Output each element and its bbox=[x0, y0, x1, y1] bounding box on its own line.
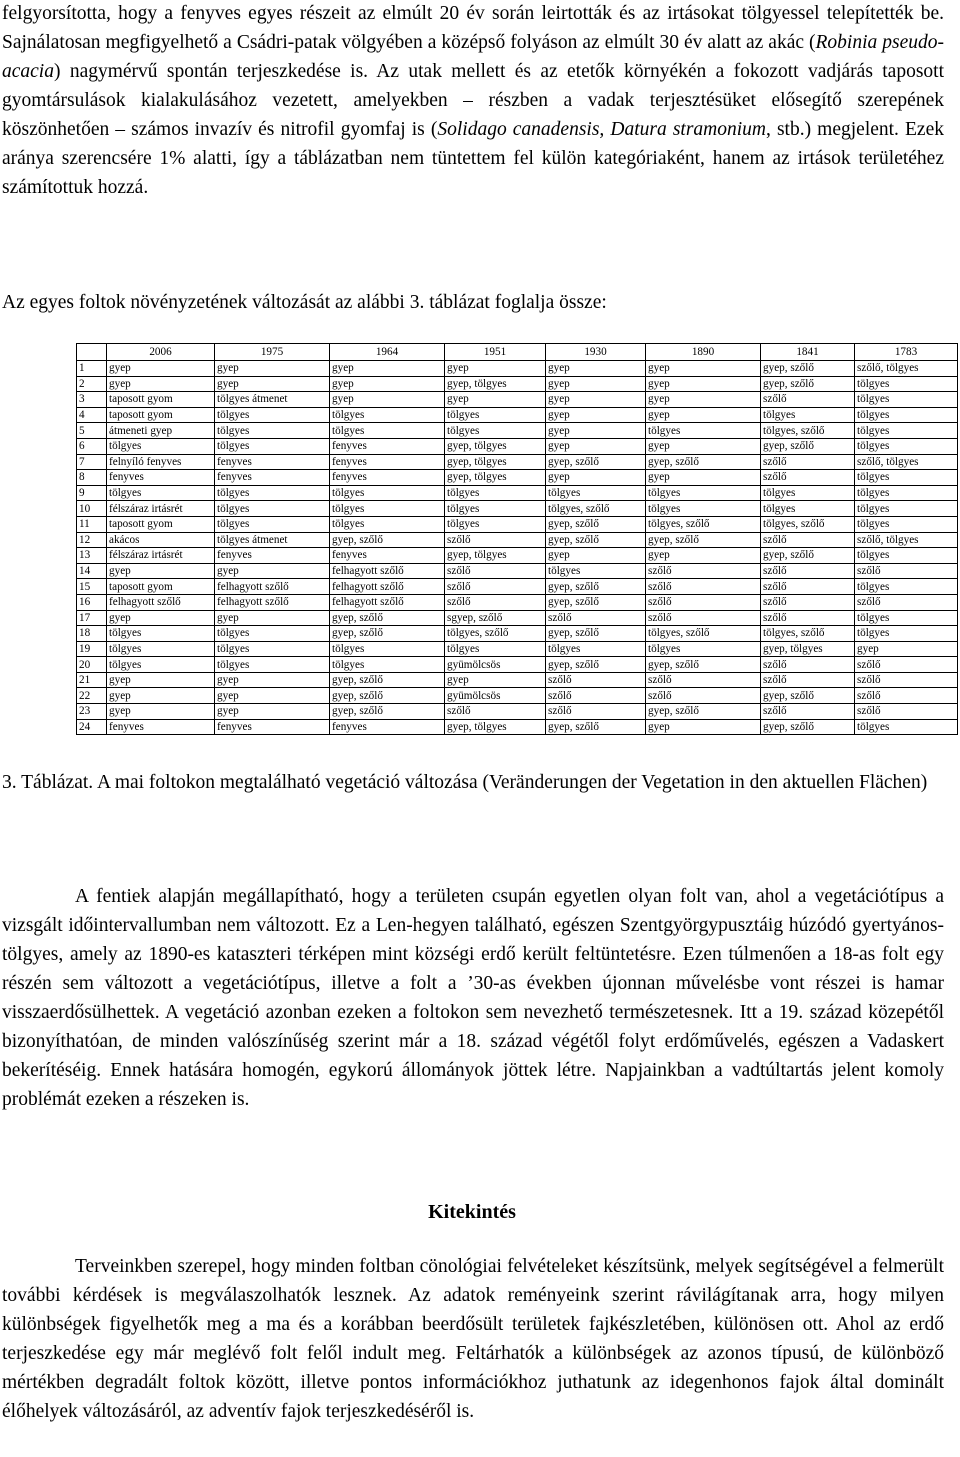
table-cell: tölgyes bbox=[855, 626, 958, 642]
table-cell: fenyves bbox=[330, 454, 445, 470]
table-cell: tölgyes bbox=[330, 641, 445, 657]
patch-number-cell: 24 bbox=[77, 719, 107, 735]
table-cell: szőlő bbox=[761, 392, 855, 408]
table-cell: félszáraz irtásrét bbox=[107, 501, 215, 517]
species-name-robinia: Robinia pseudo-acacia bbox=[2, 32, 944, 82]
table-cell: gyep bbox=[646, 719, 761, 735]
table-cell: tölgyes bbox=[107, 626, 215, 642]
table-cell: taposott gyom bbox=[107, 407, 215, 423]
table-cell: tölgyes bbox=[546, 641, 646, 657]
patch-number-cell: 20 bbox=[77, 657, 107, 673]
paragraph-1 bbox=[2, 0, 944, 202]
table-cell: tölgyes bbox=[855, 470, 958, 486]
table-row bbox=[77, 594, 958, 610]
table-cell: szőlő bbox=[761, 657, 855, 673]
table-row bbox=[77, 672, 958, 688]
patch-number-cell: 23 bbox=[77, 704, 107, 720]
table-cell: tölgyes bbox=[107, 657, 215, 673]
table-cell: gyep bbox=[646, 392, 761, 408]
table-cell: tölgyes bbox=[646, 501, 761, 517]
patch-number-cell: 13 bbox=[77, 548, 107, 564]
table-cell: gyep, szőlő bbox=[646, 454, 761, 470]
table-row bbox=[77, 407, 958, 423]
table-cell: tölgyes átmenet bbox=[215, 392, 330, 408]
table-cell: felhagyott szőlő bbox=[107, 594, 215, 610]
section-heading: Kitekintés bbox=[428, 1201, 516, 1223]
table-cell: tölgyes bbox=[107, 641, 215, 657]
table-cell: szőlő bbox=[855, 563, 958, 579]
table-cell: tölgyes bbox=[330, 501, 445, 517]
vegetation-table-wrapper bbox=[76, 343, 957, 735]
table-cell: gyep bbox=[546, 392, 646, 408]
table-row bbox=[77, 641, 958, 657]
table-cell: szőlő bbox=[646, 688, 761, 704]
table-cell: taposott gyom bbox=[107, 392, 215, 408]
table-cell: gyep bbox=[215, 688, 330, 704]
table-cell: gyep bbox=[215, 376, 330, 392]
paragraph-3: A fentiek alapján megállapítható, hogy a területen csupán egyetlen olyan folt van, ahol a vegetációtípus a vizsgált időintervallumban nem változott. Ez a Len-hegyen található, egészen Szentgyörgypusztáig húzódó gyertyános-tölgyes, amely az 1890-es kataszteri térképen mint községi erdő került feltüntetésre. Ezen túlmenően a 18-as folt egy részén sem változott a vegetációtípus, illetve a folt a ’30-as években újonnan művelésbe vont részei is hamar visszaerdősülhettek. A vegetáció azonban ezeken a foltokon sem nevezhető természetesnek. Itt a 19. század közepétől bizonyíthatóan, de minden valószínűség szerint már a 18. század végétől folyt erdőművelés, egészen a Vadaskert bekerítéséig. Ennek hatására homogén, egykorú állományok jöttek létre. Napjainkban a vadtúltartás jelent komoly problémát ezeken a részeken is. bbox=[2, 886, 944, 1110]
table-cell: tölgyes bbox=[215, 501, 330, 517]
table-cell: tölgyes bbox=[330, 407, 445, 423]
table-row bbox=[77, 361, 958, 377]
table-cell: tölgyes bbox=[855, 516, 958, 532]
table-cell: szőlő bbox=[761, 594, 855, 610]
table-cell: gyep bbox=[107, 610, 215, 626]
table-cell: gyep, szőlő bbox=[761, 361, 855, 377]
table-cell: tölgyes bbox=[855, 610, 958, 626]
table-cell: gyep bbox=[646, 470, 761, 486]
table-cell: gyep bbox=[646, 376, 761, 392]
table-body bbox=[77, 361, 958, 735]
table-cell: szőlő bbox=[445, 532, 546, 548]
table-cell: gyep, szőlő bbox=[761, 688, 855, 704]
table-cell: szőlő bbox=[646, 563, 761, 579]
table-cell: tölgyes bbox=[215, 657, 330, 673]
table-cell: tölgyes bbox=[330, 423, 445, 439]
table-cell: gyep bbox=[546, 548, 646, 564]
table-header-row bbox=[77, 344, 958, 361]
table-cell: tölgyes bbox=[855, 485, 958, 501]
table-row bbox=[77, 454, 958, 470]
table-cell: tölgyes bbox=[215, 407, 330, 423]
table-cell: tölgyes bbox=[107, 438, 215, 454]
table-cell: szőlő bbox=[855, 657, 958, 673]
table-cell: tölgyes bbox=[855, 438, 958, 454]
table-cell: tölgyes, szőlő bbox=[761, 626, 855, 642]
table-cell: szőlő bbox=[546, 704, 646, 720]
table-caption: 3. Táblázat. A mai foltokon megtalálható vegetáció változása (Veränderungen der Vegetation in den aktuellen Flächen) bbox=[2, 772, 928, 793]
patch-number-cell: 21 bbox=[77, 672, 107, 688]
table-cell: szőlő, tölgyes bbox=[855, 532, 958, 548]
table-cell: gyep, szőlő bbox=[546, 579, 646, 595]
table-row bbox=[77, 438, 958, 454]
table-cell: gyep bbox=[855, 641, 958, 657]
patch-number-cell: 2 bbox=[77, 376, 107, 392]
table-cell: gyep bbox=[445, 392, 546, 408]
table-cell: gyep bbox=[546, 407, 646, 423]
table-cell: tölgyes bbox=[761, 407, 855, 423]
table-cell: tölgyes, szőlő bbox=[761, 516, 855, 532]
table-cell: tölgyes, szőlő bbox=[546, 501, 646, 517]
table-cell: gyep bbox=[330, 376, 445, 392]
table-cell: tölgyes bbox=[761, 485, 855, 501]
table-cell: gyep bbox=[646, 438, 761, 454]
table-cell: szőlő bbox=[855, 704, 958, 720]
table-cell: tölgyes bbox=[445, 501, 546, 517]
table-cell: szőlő, tölgyes bbox=[855, 361, 958, 377]
table-cell: tölgyes bbox=[546, 563, 646, 579]
table-cell: sgyep, szőlő bbox=[445, 610, 546, 626]
table-cell: tölgyes bbox=[215, 485, 330, 501]
table-cell: gyep bbox=[546, 376, 646, 392]
table-row bbox=[77, 485, 958, 501]
table-cell: gyep, szőlő bbox=[646, 704, 761, 720]
column-header: 1890 bbox=[646, 344, 761, 361]
table-cell: szőlő bbox=[761, 563, 855, 579]
table-cell: tölgyes bbox=[855, 407, 958, 423]
table-cell: szőlő bbox=[761, 704, 855, 720]
table-cell: akácos bbox=[107, 532, 215, 548]
table-row bbox=[77, 392, 958, 408]
patch-number-cell: 16 bbox=[77, 594, 107, 610]
table-cell: gyep, szőlő bbox=[761, 719, 855, 735]
table-cell: gyep bbox=[546, 423, 646, 439]
patch-number-cell: 15 bbox=[77, 579, 107, 595]
table-cell: gyep bbox=[546, 438, 646, 454]
table-cell: gyep, szőlő bbox=[646, 532, 761, 548]
table-cell: tölgyes bbox=[646, 423, 761, 439]
table-cell: gyep, szőlő bbox=[546, 719, 646, 735]
table-cell: gyümölcsös bbox=[445, 688, 546, 704]
table-cell: szőlő bbox=[761, 470, 855, 486]
table-cell: fenyves bbox=[107, 470, 215, 486]
table-cell: gyep bbox=[215, 672, 330, 688]
table-cell: gyep, szőlő bbox=[546, 657, 646, 673]
table-cell: tölgyes bbox=[445, 485, 546, 501]
species-names-invasive: Solidago canadensis, Datura stramonium bbox=[437, 119, 766, 140]
column-header: 2006 bbox=[107, 344, 215, 361]
table-cell: tölgyes bbox=[445, 516, 546, 532]
table-cell: tölgyes bbox=[646, 641, 761, 657]
table-row bbox=[77, 470, 958, 486]
table-cell: szőlő bbox=[855, 672, 958, 688]
table-cell: fenyves bbox=[330, 548, 445, 564]
table-cell: szőlő bbox=[546, 688, 646, 704]
table-cell: szőlő bbox=[445, 563, 546, 579]
table-cell: gyep bbox=[215, 563, 330, 579]
table-cell: gyep, szőlő bbox=[330, 532, 445, 548]
table-cell: tölgyes bbox=[215, 423, 330, 439]
paragraph-1-text-a: felgyorsította, hogy a fenyves egyes részeit az elmúlt 20 év során leirtották és az irtásokat tölgyessel telepítették be. Sajnálatosan megfigyelhető a Csádri-patak völgyében a középső folyáson az elmúlt 30 év alatt az akác ( bbox=[2, 3, 944, 53]
table-cell: gyep, tölgyes bbox=[445, 719, 546, 735]
table-cell: gyep, szőlő bbox=[546, 454, 646, 470]
column-header: 1951 bbox=[445, 344, 546, 361]
table-cell: gyep bbox=[646, 548, 761, 564]
table-cell: felhagyott szőlő bbox=[215, 594, 330, 610]
table-cell: gyep, szőlő bbox=[546, 626, 646, 642]
table-row bbox=[77, 376, 958, 392]
table-cell: gyep bbox=[215, 704, 330, 720]
table-cell: gyep bbox=[215, 361, 330, 377]
table-cell: szőlő bbox=[445, 594, 546, 610]
table-cell: szőlő bbox=[546, 672, 646, 688]
vegetation-change-table bbox=[76, 343, 958, 735]
table-cell: fenyves bbox=[215, 454, 330, 470]
table-cell: gyep, szőlő bbox=[330, 704, 445, 720]
table-cell: gyep, tölgyes bbox=[445, 548, 546, 564]
patch-number-cell: 19 bbox=[77, 641, 107, 657]
table-cell: tölgyes, szőlő bbox=[761, 423, 855, 439]
table-cell: fenyves bbox=[330, 470, 445, 486]
table-cell: tölgyes bbox=[445, 423, 546, 439]
table-cell: gyep bbox=[546, 361, 646, 377]
table-cell: tölgyes bbox=[855, 548, 958, 564]
table-row bbox=[77, 563, 958, 579]
table-row bbox=[77, 579, 958, 595]
table-row bbox=[77, 704, 958, 720]
table-cell: tölgyes bbox=[215, 626, 330, 642]
table-row bbox=[77, 516, 958, 532]
table-cell: gyep, szőlő bbox=[330, 672, 445, 688]
table-cell: szőlő bbox=[646, 610, 761, 626]
table-row bbox=[77, 626, 958, 642]
table-cell: tölgyes átmenet bbox=[215, 532, 330, 548]
table-cell: tölgyes bbox=[107, 485, 215, 501]
table-cell: fenyves bbox=[330, 438, 445, 454]
table-cell: gyep bbox=[646, 361, 761, 377]
patch-number-cell: 18 bbox=[77, 626, 107, 642]
table-cell: szőlő bbox=[761, 610, 855, 626]
table-cell: tölgyes bbox=[330, 485, 445, 501]
table-cell: szőlő bbox=[761, 672, 855, 688]
table-row bbox=[77, 719, 958, 735]
table-cell: tölgyes bbox=[330, 657, 445, 673]
table-cell: tölgyes bbox=[855, 423, 958, 439]
patch-number-cell: 7 bbox=[77, 454, 107, 470]
table-cell: gyep, szőlő bbox=[761, 548, 855, 564]
paragraph-4: Terveinkben szerepel, hogy minden foltban cönológiai felvételeket készítsünk, melyek segítségével a felmerült további kérdések is megválaszolhatók lesznek. Az adatok reményeink szerint rávilágítanak arra, hogy milyen különbségek figyelhetők meg a ma és a korábban beerdősült területek fajkészletében, különösen ott. Ahol az erdő terjeszkedése egy már meglévő folt felől indult meg. Feltárhatók a különbségek az azonos típusú, de különböző mértékben degradált foltok között, illetve pontos információkhoz juthatunk az idegenhonos fajok által dominált élőhelyek változásáról, az adventív fajok terjeszkedéséről is. bbox=[2, 1256, 944, 1422]
table-cell: gyep, tölgyes bbox=[445, 470, 546, 486]
table-cell: tölgyes bbox=[855, 392, 958, 408]
table-cell: tölgyes bbox=[855, 719, 958, 735]
column-header: 1975 bbox=[215, 344, 330, 361]
table-cell: félszáraz irtásrét bbox=[107, 548, 215, 564]
table-cell: tölgyes bbox=[445, 641, 546, 657]
table-cell: gyep bbox=[546, 470, 646, 486]
column-header: 1964 bbox=[330, 344, 445, 361]
table-cell: tölgyes bbox=[855, 376, 958, 392]
table-cell: gyep bbox=[107, 361, 215, 377]
table-row bbox=[77, 423, 958, 439]
table-cell: gyep bbox=[445, 361, 546, 377]
table-cell: tölgyes bbox=[646, 485, 761, 501]
patch-number-cell: 9 bbox=[77, 485, 107, 501]
table-cell: felhagyott szőlő bbox=[215, 579, 330, 595]
table-cell: szőlő bbox=[761, 532, 855, 548]
table-cell: gyep bbox=[107, 376, 215, 392]
table-cell: tölgyes, szőlő bbox=[445, 626, 546, 642]
table-cell: szőlő bbox=[855, 688, 958, 704]
table-cell: fenyves bbox=[107, 719, 215, 735]
table-cell: szőlő bbox=[445, 579, 546, 595]
patch-number-cell: 5 bbox=[77, 423, 107, 439]
table-cell: szőlő bbox=[445, 704, 546, 720]
table-cell: fenyves bbox=[215, 719, 330, 735]
table-cell: szőlő bbox=[646, 594, 761, 610]
table-cell: gyep, tölgyes bbox=[445, 376, 546, 392]
table-cell: szőlő bbox=[761, 579, 855, 595]
table-cell: felhagyott szőlő bbox=[330, 563, 445, 579]
table-cell: szőlő, tölgyes bbox=[855, 454, 958, 470]
table-cell: gyep, szőlő bbox=[761, 438, 855, 454]
table-cell: szőlő bbox=[646, 672, 761, 688]
table-cell: tölgyes bbox=[761, 501, 855, 517]
table-cell: gyümölcsös bbox=[445, 657, 546, 673]
patch-number-cell: 17 bbox=[77, 610, 107, 626]
table-cell: szőlő bbox=[761, 454, 855, 470]
table-cell: tölgyes, szőlő bbox=[646, 626, 761, 642]
table-cell: szőlő bbox=[855, 594, 958, 610]
table-cell: gyep, szőlő bbox=[546, 516, 646, 532]
table-cell: gyep, szőlő bbox=[330, 626, 445, 642]
table-cell: szőlő bbox=[546, 610, 646, 626]
table-cell: tölgyes bbox=[546, 485, 646, 501]
patch-number-cell: 8 bbox=[77, 470, 107, 486]
table-cell: taposott gyom bbox=[107, 579, 215, 595]
column-header: 1783 bbox=[855, 344, 958, 361]
table-row bbox=[77, 610, 958, 626]
table-cell: gyep bbox=[107, 688, 215, 704]
table-cell: gyep, szőlő bbox=[330, 688, 445, 704]
paragraph-1-text-c: , stb.) megjelent. Ezek aránya szerencsére 1% alatti, így a táblázatban nem tüntettem fel külön kategóriaként, hanem az irtások területéhez számítottuk hozzá. bbox=[2, 119, 944, 198]
patch-number-cell: 11 bbox=[77, 516, 107, 532]
table-cell: gyep, szőlő bbox=[646, 657, 761, 673]
table-cell: felhagyott szőlő bbox=[330, 579, 445, 595]
table-cell: gyep, tölgyes bbox=[761, 641, 855, 657]
patch-number-cell: 4 bbox=[77, 407, 107, 423]
table-cell: gyep bbox=[445, 672, 546, 688]
table-cell: gyep bbox=[215, 610, 330, 626]
table-cell: fenyves bbox=[215, 548, 330, 564]
patch-number-cell: 14 bbox=[77, 563, 107, 579]
table-cell: gyep bbox=[646, 407, 761, 423]
table-row bbox=[77, 657, 958, 673]
patch-number-cell: 1 bbox=[77, 361, 107, 377]
table-cell: tölgyes bbox=[855, 579, 958, 595]
patch-number-cell: 6 bbox=[77, 438, 107, 454]
table-cell: gyep, tölgyes bbox=[445, 454, 546, 470]
table-cell: átmeneti gyep bbox=[107, 423, 215, 439]
table-row bbox=[77, 688, 958, 704]
column-header: 1841 bbox=[761, 344, 855, 361]
patch-number-cell: 10 bbox=[77, 501, 107, 517]
table-row bbox=[77, 532, 958, 548]
table-cell: gyep, tölgyes bbox=[445, 438, 546, 454]
table-cell: taposott gyom bbox=[107, 516, 215, 532]
paragraph-1-text-b: ) nagymérvű spontán terjeszkedése is. Az utak mellett és az etetők környékén a fokozott vadjárás taposott gyomtársulások kialakulásához vezetett, amelyekben – részben a vadak terjesztésüket elősegítő szerepének köszönhetően – számos invazív és nitrofil gyomfaj is ( bbox=[2, 61, 944, 140]
table-row bbox=[77, 548, 958, 564]
column-header bbox=[77, 344, 107, 361]
table-cell: tölgyes bbox=[215, 641, 330, 657]
table-cell: gyep bbox=[107, 672, 215, 688]
table-cell: gyep bbox=[107, 563, 215, 579]
table-cell: gyep, szőlő bbox=[761, 376, 855, 392]
table-cell: tölgyes, szőlő bbox=[646, 516, 761, 532]
paragraph-2: Az egyes foltok növényzetének változását az alábbi 3. táblázat foglalja össze: bbox=[2, 292, 607, 313]
table-cell: gyep, szőlő bbox=[546, 594, 646, 610]
table-cell: gyep bbox=[330, 392, 445, 408]
patch-number-cell: 12 bbox=[77, 532, 107, 548]
table-cell: gyep, szőlő bbox=[546, 532, 646, 548]
patch-number-cell: 22 bbox=[77, 688, 107, 704]
table-cell: tölgyes bbox=[330, 516, 445, 532]
table-cell: tölgyes bbox=[855, 501, 958, 517]
column-header: 1930 bbox=[546, 344, 646, 361]
table-cell: fenyves bbox=[330, 719, 445, 735]
table-cell: felnyíló fenyves bbox=[107, 454, 215, 470]
table-cell: szőlő bbox=[646, 579, 761, 595]
table-cell: fenyves bbox=[215, 470, 330, 486]
table-cell: tölgyes bbox=[215, 516, 330, 532]
table-cell: tölgyes bbox=[215, 438, 330, 454]
table-row bbox=[77, 501, 958, 517]
table-cell: tölgyes bbox=[445, 407, 546, 423]
table-cell: gyep, szőlő bbox=[330, 610, 445, 626]
table-cell: gyep bbox=[107, 704, 215, 720]
patch-number-cell: 3 bbox=[77, 392, 107, 408]
table-cell: gyep bbox=[330, 361, 445, 377]
table-cell: felhagyott szőlő bbox=[330, 594, 445, 610]
